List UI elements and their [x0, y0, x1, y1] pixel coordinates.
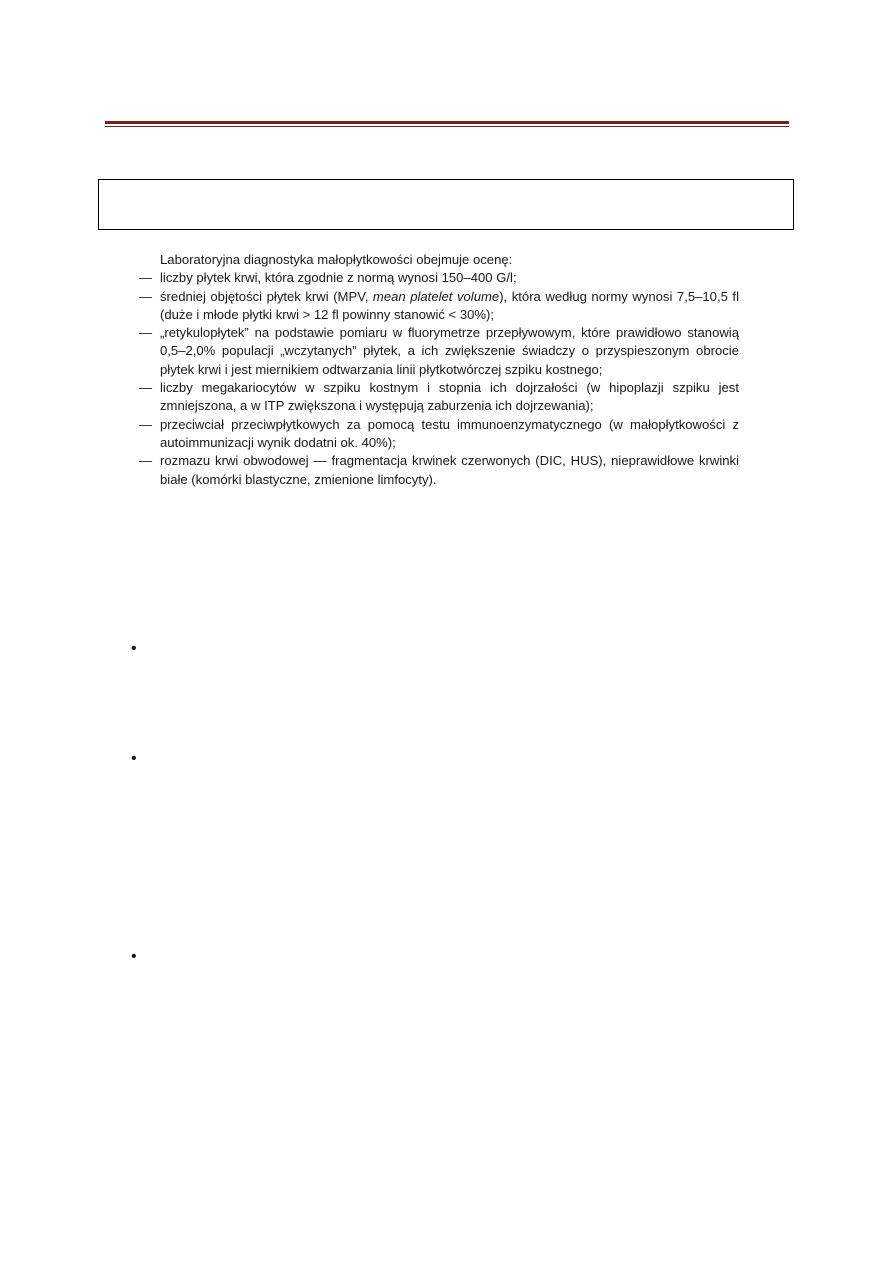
list-item-text: ), która według normy wynosi 7,5–10,5 fl (duże i młode płytki krwi > 12 fl powinny stanowić < 30%);: [160, 288, 739, 322]
bullet-point: •: [131, 640, 137, 657]
list-item: [139, 379, 739, 416]
dash-marker: —: [139, 453, 153, 469]
lab-diagnostics-block: [139, 251, 739, 489]
dash-marker: —: [139, 325, 153, 341]
list-item-text-italic: mean platelet volume: [372, 288, 500, 304]
dash-marker: —: [139, 380, 153, 396]
bullet-point: •: [131, 948, 137, 965]
dash-marker: —: [139, 288, 153, 304]
header-rule-thin: [105, 126, 789, 127]
list-item: [139, 288, 739, 325]
empty-frame-box: [98, 179, 794, 230]
list-item: [139, 416, 739, 453]
list-item-text: przeciwciał przeciwpłytkowych za pomocą testu immunoenzymatycznego (w małopłytkowości z autoimmunizacji wynik dodatni ok. 40%);: [160, 416, 739, 450]
list-item-text: rozmazu krwi obwodowej — fragmentacja krwinek czerwonych (DIC, HUS), nieprawidłowe krwinki białe (komórki blastyczne, zmienione limfocyty).: [160, 453, 739, 487]
dash-marker: —: [139, 270, 153, 286]
list-item: [139, 324, 739, 379]
header-rule-thick: [105, 121, 789, 124]
list-item-text: średniej objętości płytek krwi (MPV,: [160, 288, 373, 304]
dash-marker: —: [139, 416, 153, 432]
list-item-text: liczby megakariocytów w szpiku kostnym i stopnia ich dojrzałości (w hipoplazji szpiku jest zmniejszona, a w ITP zwiększona i występują zaburzenia ich dojrzewania);: [160, 380, 739, 414]
list-item: [139, 269, 739, 287]
list-item-text: „retykulopłytek” na podstawie pomiaru w fluorymetrze przepływowym, które prawidłowo stanowią 0,5–2,0% populacji „wczytanych” płytek, a ich zwiększenie świadczy o przyspieszonym obrocie płytek krwi i jest miernikiem odtwarzania linii płytkotwórczej szpiku kostnego;: [160, 325, 739, 377]
list-item: [139, 452, 739, 489]
diagnostics-list: [139, 269, 739, 489]
intro-text: Laboratoryjna diagnostyka małopłytkowości obejmuje ocenę:: [160, 252, 513, 267]
bullet-point: •: [131, 750, 137, 767]
list-item-text: liczby płytek krwi, która zgodnie z normą wynosi 150–400 G/l;: [160, 270, 517, 286]
